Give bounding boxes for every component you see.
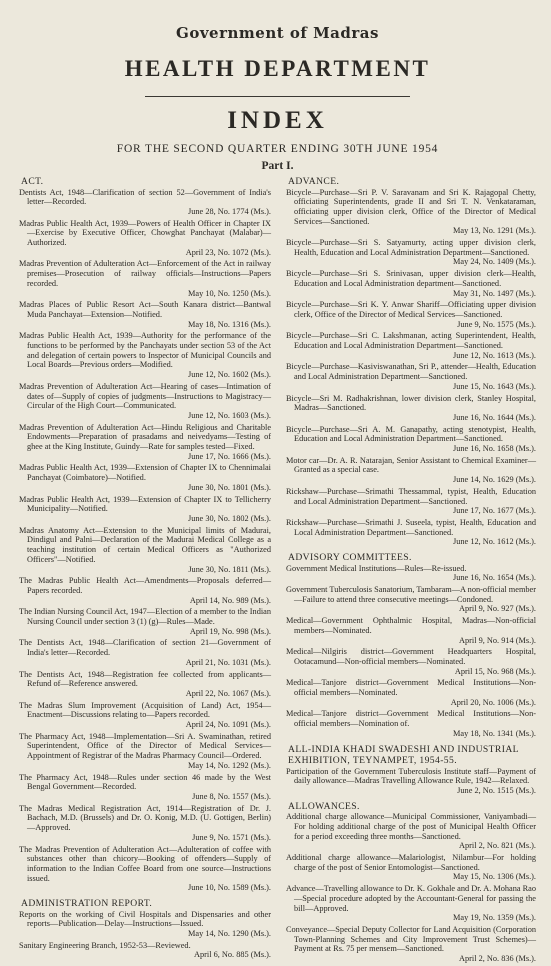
government-title: Government of Madras [176, 24, 379, 42]
section-heading: ADVANCE. [288, 176, 340, 187]
entry-date: June 12, No. 1603 (Ms.). [188, 410, 271, 420]
entry-date: April 14, No. 989 (Ms.). [189, 595, 271, 605]
entry-text: The Madras Slum Improvement (Acquisition of Land) Act, 1954—Enactment—Discussions relating to—Papers recorded. [19, 700, 271, 720]
entry-date: June 15, No. 1643 (Ms.). [453, 381, 536, 391]
index-entry [19, 495, 271, 524]
entry-date: June 17, No. 1677 (Ms.). [453, 506, 536, 516]
index-entry [19, 773, 271, 802]
entry-text: Madras Public Health Act, 1939—Extension of Chapter IX to Chennimalai Panchayat (Coimbatore)—Notified. [19, 463, 271, 483]
entry-text: Medical—Government Ophthalmic Hospital, Madras—Non-official members—Nominated. [286, 616, 536, 635]
quarter-subtitle: FOR THE SECOND QUARTER ENDING 30TH JUNE 1954 [116, 143, 439, 155]
entry-date: April 15, No. 968 (Ms.). [454, 666, 536, 676]
entry-text: Rickshaw—Purchase—Srimathi Thessammal, typist, Health, Education and Local Administration Department—Sanctioned. [286, 486, 536, 506]
entry-date: May 14, No. 1290 (Ms.). [188, 928, 271, 938]
index-entry [19, 701, 271, 730]
index-entry [19, 804, 271, 843]
entry-text: Madras Public Health Act, 1939—Powers of Health Officer in Chapter IX—Exercise by Executive Officer, Chowghat Panchayat (Malabar)—Authorized. [19, 218, 271, 248]
index-entry [286, 518, 536, 547]
index-entry [19, 845, 271, 894]
entry-date: May 31, No. 1497 (Ms.). [453, 288, 536, 298]
entry-text: Madras Places of Public Resort Act—South Kanara district—Bantwal Muda Panchayat—Extension—Notified. [19, 300, 271, 319]
entry-date: June 12, No. 1612 (Ms.). [453, 537, 536, 547]
entry-text: Advance—Travelling allowance to Dr. K. Gokhale and Dr. A. Mohana Rao—Special procedure adopted by the Accountant-General for passing the bill—Approved. [286, 884, 536, 913]
left-column [19, 176, 271, 966]
entry-text: Medical—Tanjore district—Government Medical Institutions—Non-official members—Nomination of. [286, 709, 536, 729]
entry-text: Participation of the Government Tuberculosis Institute staff—Payment of daily allowance—Madras Travelling Allowance Rule, 1942—Relaxed. [286, 766, 536, 786]
index-entry [286, 709, 536, 738]
index-entry [19, 463, 271, 492]
entry-date: June 30, No. 1811 (Ms.). [188, 564, 271, 574]
index-entry [286, 616, 536, 645]
entry-date: June 28, No. 1774 (Ms.). [188, 206, 271, 216]
entry-text: Bicycle—Sri M. Radhakrishnan, lower division clerk, Stanley Hospital, Madras—Sanctioned. [286, 393, 536, 413]
entry-text: Conveyance—Special Deputy Collector for Land Acquisition (Corporation Town-Planning Schemes and City Improvement Trust Schemes)—Payment at Rs. 75 per mensem—Sanctioned. [286, 924, 536, 954]
section-heading: ADVISORY COMMITTEES. [288, 552, 412, 564]
index-entry [19, 259, 271, 298]
index-entry [19, 331, 271, 380]
index-entry [286, 300, 536, 329]
index-entry [286, 884, 536, 923]
entry-text: The Pharmacy Act, 1948—Implementation—Sri A. Swaminathan, retired Superintendent, Office of the Director of Medical Services—Appointment of Registrar of the Madras Pharmacy Council—Ordered. [19, 731, 271, 761]
entry-text: Bicycle—Purchase—Sri C. Lakshmanan, acting Superintendent, Health, Education and Local Administration Department—Sanctioned. [286, 331, 536, 351]
entry-text: Madras Public Health Act, 1939—Authority for the performance of the functions to be performed by the Panchayats under section 53 of the Act and delegation of certain powers to Inspector of Municipal Councils and Local Boards—Previous orders—Modified. [19, 331, 271, 370]
entry-date: June 9, No. 1571 (Ms.). [192, 832, 271, 842]
entry-date: April 6, No. 885 (Ms.). [194, 950, 271, 960]
entry-date: June 17, No. 1666 (Ms.). [188, 451, 271, 461]
entry-text: Madras Public Health Act, 1939—Extension of Chapter IX to Tellicherry Municipality—Notified. [19, 494, 271, 514]
entry-text: Reports on the working of Civil Hospitals and Dispensaries and other reports—Publication—Delay—Instructions—Issued. [19, 909, 271, 929]
entry-text: Medical—Nilgiris district—Government Headquarters Hospital, Ootacamund—Non-official members—Nominated. [286, 647, 536, 666]
entry-date: April 19, No. 998 (Ms.). [189, 626, 271, 636]
entry-text: Bicycle—Purchase—Sri S. Srinivasan, upper division clerk—Health, Education and Local Administration department—Sanctioned. [286, 269, 536, 288]
entry-text: Government Tuberculosis Sanatorium, Tambaram—A non-official member—Failure to attend three consecutive meetings—Condoned. [286, 585, 536, 604]
index-entry [286, 585, 536, 614]
index-entry [19, 670, 271, 699]
entry-text: Sanitary Engineering Branch, 1952-53—Reviewed. [19, 940, 191, 950]
index-entry [19, 732, 271, 771]
entry-text: The Dentists Act, 1948—Registration fee collected from applicants—Refund of—Reference answered. [19, 669, 271, 689]
entry-text: The Pharmacy Act, 1948—Rules under section 46 made by the West Bengal Government—Recorded. [19, 772, 271, 792]
entry-date: June 8, No. 1557 (Ms.). [192, 791, 271, 801]
entry-date: June 16, No. 1644 (Ms.). [453, 412, 536, 422]
entry-text: Bicycle—Purchase—Kasiviswanathan, Sri P., attender—Health, Education and Local Administration Department—Sanctioned. [286, 362, 536, 382]
section-heading: ACT. [21, 176, 44, 187]
index-entry [286, 394, 536, 423]
index-entry [19, 910, 271, 939]
entry-date: June 30, No. 1802 (Ms.). [188, 514, 271, 523]
entry-date: May 15, No. 1306 (Ms.). [453, 872, 536, 882]
index-entry [286, 456, 536, 485]
entry-text: The Indian Nursing Council Act, 1947—Election of a member to the Indian Nursing Council under section 3 (1) (g)—Rules—Made. [19, 607, 271, 627]
entry-date: June 16, No. 1658 (Ms.). [453, 444, 536, 454]
index-entry [19, 300, 271, 329]
entry-text: The Madras Medical Registration Act, 1914—Registration of Dr. J. Bachach, M.D. (Brussels) and Dr. O. Konig, M.D. (U. Gottigen, Berlin)—Approved. [19, 803, 271, 833]
section-heading: ADMINISTRATION REPORT. [21, 898, 153, 910]
index-entry [19, 526, 271, 575]
department-title: HEALTH DEPARTMENT [124, 56, 431, 81]
entry-text: Madras Anatomy Act—Extension to the Municipal limits of Madurai, Dindigul and Palni—Declaration of the Madurai Medical College as a teaching institution of certain Medical Officers as "Authorized Officers"—Notified. [19, 525, 271, 564]
entry-text: Additional charge allowance—Malariologist, Nilambur—For holding charge of the post of Senior Entomologist—Sanctioned. [286, 852, 536, 872]
index-entry [19, 576, 271, 605]
index-entry [286, 269, 536, 298]
entry-date: May 19, No. 1359 (Ms.). [453, 913, 536, 923]
entry-date: April 22, No. 1067 (Ms.). [185, 688, 271, 698]
entry-date: June 9, No. 1575 (Ms.). [457, 319, 536, 329]
part-label: Part I. [261, 160, 294, 172]
index-entry [286, 564, 536, 583]
index-entry [19, 941, 271, 960]
index-entry [286, 678, 536, 707]
entry-date: June 10, No. 1589 (Ms.). [188, 883, 271, 893]
index-entry [286, 188, 536, 237]
entry-text: Bicycle—Purchase—Sri K. Y. Anwar Shariff—Officiating upper division clerk, Office of the Director of Medical Services—Sanctioned. [286, 300, 536, 319]
section-heading: ALL-INDIA KHADI SWADESHI AND INDUSTRIAL EXHIBITION, TEYNAMPET, 1954-55. [288, 743, 519, 767]
entry-date: April 23, No. 1072 (Ms.). [185, 247, 271, 257]
entry-text: Motor car—Dr. A. R. Natarajan, Senior Assistant to Chemical Examiner—Granted as a special case. [286, 455, 536, 475]
entry-text: Dentists Act, 1948—Clarification of section 52—Government of India's letter—Recorded. [19, 187, 271, 207]
index-entry [286, 362, 536, 391]
entry-date: April 9, No. 914 (Ms.). [459, 635, 536, 645]
entry-date: June 12, No. 1613 (Ms.). [453, 350, 536, 360]
index-entry [19, 188, 271, 217]
entry-date: April 2, No. 836 (Ms.). [459, 954, 536, 964]
entry-date: May 24, No. 1409 (Ms.). [453, 257, 536, 267]
index-title: INDEX [227, 107, 328, 134]
index-columns [19, 176, 536, 966]
section-heading: ALLOWANCES. [288, 800, 360, 812]
entry-text: Madras Prevention of Adulteration Act—Hearing of cases—Intimation of dates of—Supply of copies of judgments—Instructions to Magistracy—Circular of the High Court—Communicated. [19, 381, 271, 411]
index-entry [19, 423, 271, 462]
entry-text: Bicycle—Purchase—Sri A. M. Ganapathy, acting stenotypist, Health, Education and Local Administration Department—Sanctioned. [286, 424, 536, 444]
index-entry [19, 638, 271, 667]
index-entry [19, 219, 271, 258]
entry-date: May 14, No. 1292 (Ms.). [188, 760, 271, 770]
entry-date: May 18, No. 1341 (Ms.). [453, 728, 536, 738]
entry-date: June 30, No. 1801 (Ms.). [188, 482, 271, 492]
index-entry [286, 331, 536, 360]
title-divider [145, 96, 410, 97]
entry-date: June 14, No. 1629 (Ms.). [453, 475, 536, 485]
entry-text: The Dentists Act, 1948—Clarification of section 21—Government of India's letter—Recorded. [19, 638, 271, 658]
entry-date: May 13, No. 1291 (Ms.). [453, 226, 536, 236]
entry-text: The Madras Prevention of Adulteration Act—Adulteration of coffee with substances other than chicory—Booking of offenders—Supply of information to the Indian Coffee Board from one source—Instructions issued. [19, 844, 271, 883]
entry-date: June 2, No. 1515 (Ms.). [457, 785, 536, 795]
index-entry [286, 767, 536, 796]
entry-text: Madras Prevention of Adulteration Act—Enforcement of the Act in railway premises—Prosecution of railway officials—Instructions—Papers recorded. [19, 259, 271, 288]
index-entry [286, 425, 536, 454]
index-entry [286, 647, 536, 676]
entry-date: June 16, No. 1654 (Ms.). [453, 573, 536, 583]
entry-text: The Madras Public Health Act—Amendments—Proposals deferred—Papers recorded. [19, 576, 271, 595]
entry-date: May 10, No. 1250 (Ms.). [188, 288, 271, 298]
entry-date: April 9, No. 927 (Ms.). [459, 604, 536, 614]
entry-text: Additional charge allowance—Municipal Commissioner, Vaniyambadi—For holding additional charge of the post of Municipal Health Officer for a period exceeding three months—Sanctioned. [286, 812, 536, 841]
entry-date: April 2, No. 821 (Ms.). [459, 841, 536, 851]
entry-text: Bicycle—Purchase—Sri P. V. Saravanam and Sri K. Rajagopal Chetty, officiating Superintendents, grade II and Sri T. N. Venkataraman, officiating upper division clerk, Office of the Director of Medical Services—Sanctioned. [286, 187, 536, 226]
index-entry [286, 487, 536, 516]
entry-date: April 24, No. 1091 (Ms.). [185, 720, 271, 730]
entry-date: June 12, No. 1602 (Ms.). [188, 370, 271, 380]
entry-date: April 20, No. 1006 (Ms.). [450, 697, 536, 707]
entry-text: Rickshaw—Purchase—Srimathi J. Suseela, typist, Health, Education and Local Administration Department—Sanctioned. [286, 518, 536, 537]
index-entry [286, 925, 536, 964]
index-entry [286, 853, 536, 882]
entry-date: April 21, No. 1031 (Ms.). [185, 657, 271, 667]
entry-text: Medical—Tanjore district—Government Medical Institutions—Non-official members—Nominated. [286, 678, 536, 698]
index-entry [19, 382, 271, 421]
index-entry [286, 812, 536, 851]
entry-text: Madras Prevention of Adulteration Act—Hindu Religious and Charitable Endowments—Preparation of prasadams and neivedyams—Testing of ghee at the King Institute, Guindy—Rate for samples tested—Fixed. [19, 422, 271, 452]
entry-text: Bicycle—Purchase—Sri S. Satyamurty, acting upper division clerk, Health, Education and Local Administration Department—Sanctioned. [286, 238, 536, 257]
entry-date: May 18, No. 1316 (Ms.). [188, 319, 271, 329]
right-column [286, 176, 536, 966]
entry-text: Government Medical Institutions—Rules—Re-issued. [286, 563, 467, 573]
index-entry [286, 238, 536, 267]
index-entry [19, 607, 271, 636]
